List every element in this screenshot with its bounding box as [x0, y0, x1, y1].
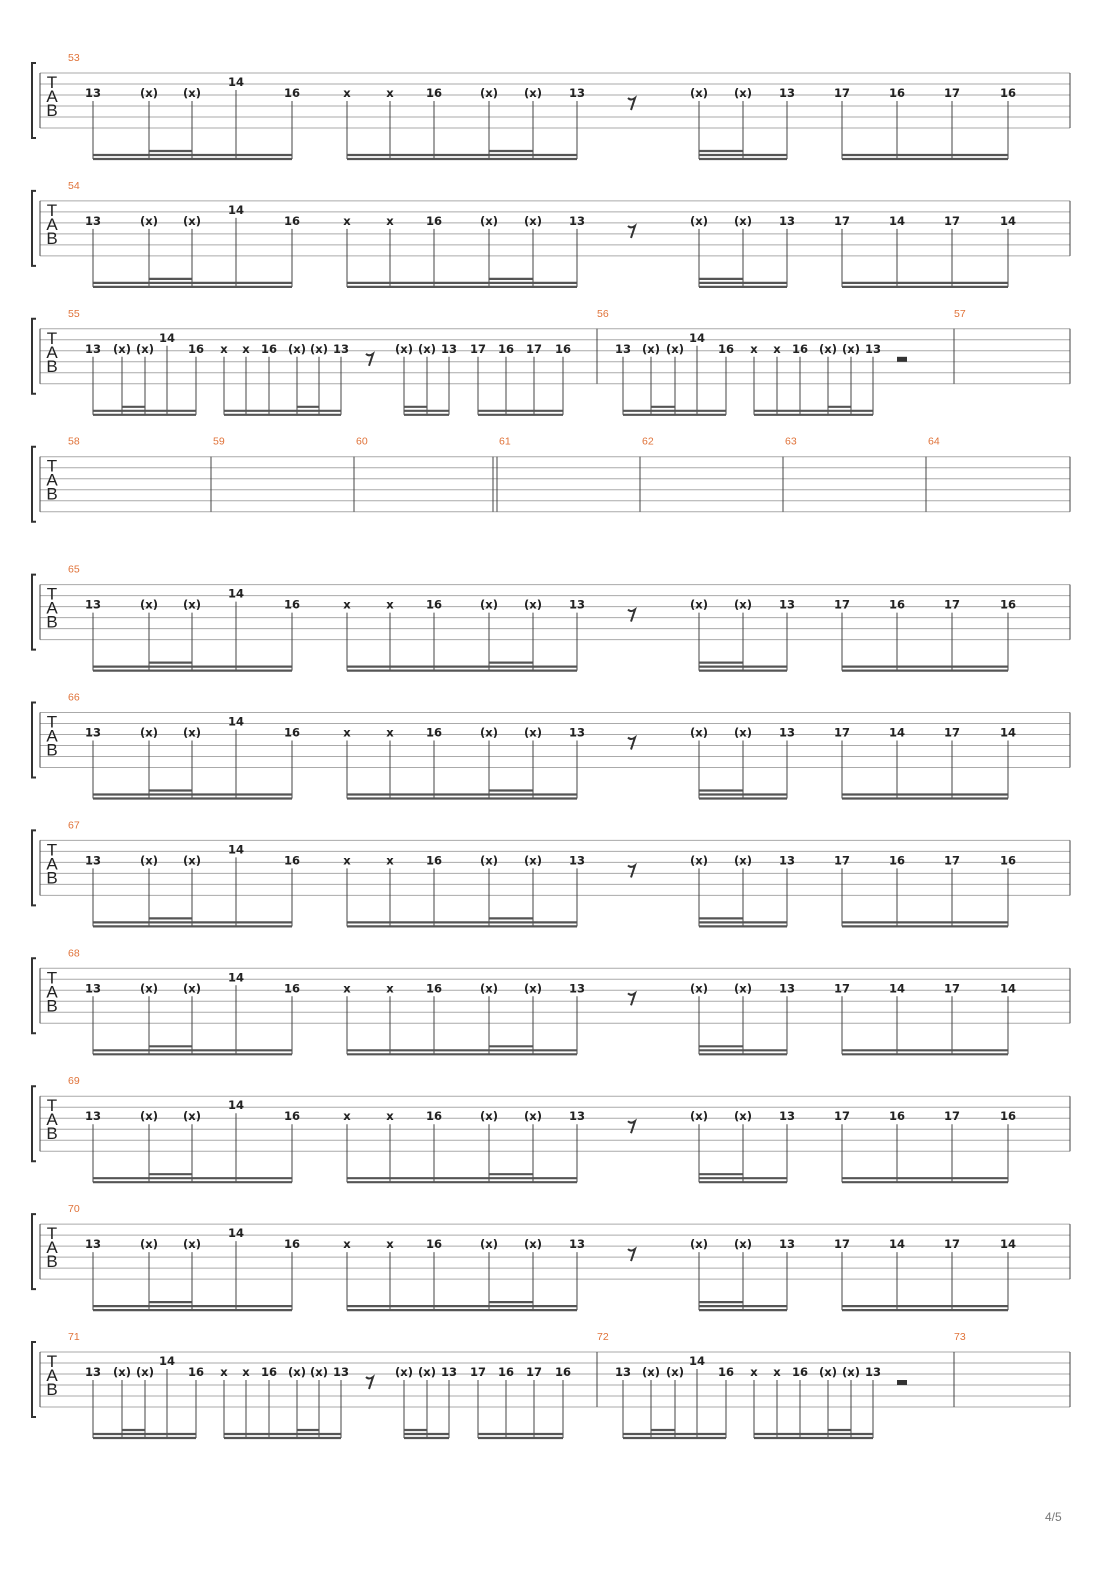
fret-number: 17 — [943, 1109, 961, 1124]
fret-number: 14 — [227, 842, 245, 857]
fret-number: 14 — [158, 1354, 176, 1368]
fret-number: 17 — [943, 853, 961, 868]
tab-clef-letter: A — [46, 1238, 58, 1258]
fret-number: (x) — [524, 981, 542, 996]
fret-number: 14 — [888, 725, 906, 740]
fret-number: 16 — [425, 213, 443, 228]
fret-number: (x) — [183, 853, 201, 868]
fret-number: 16 — [283, 213, 301, 228]
fret-number: 16 — [888, 597, 906, 612]
system-bracket — [32, 1086, 36, 1161]
fret-number: 16 — [554, 341, 572, 356]
system-bracket — [32, 703, 36, 778]
tab-clef-letter: T — [46, 584, 58, 604]
eighth-rest — [366, 354, 373, 366]
fret-number: (x) — [395, 1365, 413, 1379]
fret-number: (x) — [480, 86, 498, 100]
bar-number: 55 — [68, 307, 80, 320]
fret-number: (x) — [842, 1365, 860, 1379]
fret-number: 13 — [332, 341, 350, 356]
tab-clef-letter: B — [46, 228, 58, 248]
fret-number: 14 — [888, 1237, 906, 1252]
fret-number: 16 — [283, 1237, 301, 1252]
fret-number: (x) — [140, 86, 158, 100]
fret-number: x — [386, 213, 394, 228]
tab-clef-letter: B — [46, 484, 58, 504]
fret-number: 16 — [187, 1365, 205, 1379]
fret-number: (x) — [183, 86, 201, 100]
fret-number: 13 — [778, 725, 796, 740]
bar-number: 54 — [68, 179, 80, 192]
fret-number: 17 — [525, 341, 543, 356]
fret-number: x — [386, 853, 394, 868]
fret-number: 14 — [227, 714, 245, 729]
tab-clef-letter: T — [46, 840, 58, 860]
fret-number: (x) — [642, 341, 660, 356]
system-bracket — [32, 447, 36, 522]
bar-number: 72 — [597, 1331, 609, 1343]
fret-number: 17 — [943, 213, 961, 228]
fret-number: 13 — [778, 853, 796, 868]
fret-number: x — [386, 86, 394, 100]
tab-clef-letter: B — [46, 1124, 58, 1144]
fret-number: x — [343, 86, 351, 100]
bar-number: 71 — [68, 1331, 80, 1343]
eighth-rest — [628, 98, 635, 110]
fret-number: 13 — [84, 597, 102, 612]
fret-number: 16 — [497, 1365, 515, 1379]
eighth-rest — [628, 993, 635, 1005]
fret-number: (x) — [734, 1109, 752, 1124]
fret-number: 16 — [888, 853, 906, 868]
bar-number: 63 — [785, 435, 797, 448]
fret-number: 16 — [283, 1109, 301, 1124]
fret-number: 13 — [440, 1365, 458, 1379]
tab-system — [32, 947, 1070, 1054]
fret-number: x — [773, 1365, 781, 1379]
fret-number: (x) — [288, 341, 306, 356]
fret-number: (x) — [395, 341, 413, 356]
fret-number: x — [386, 1109, 394, 1124]
fret-number: 16 — [283, 725, 301, 740]
fret-number: 13 — [84, 1109, 102, 1124]
fret-number: 13 — [332, 1365, 350, 1379]
fret-number: 14 — [999, 725, 1017, 740]
bar-number: 56 — [597, 307, 609, 320]
fret-number: 17 — [833, 853, 851, 868]
fret-number: (x) — [140, 725, 158, 740]
fret-number: 16 — [283, 981, 301, 996]
tab-clef-letter: T — [46, 328, 58, 348]
tab-clef-letter: B — [46, 612, 58, 632]
fret-number: x — [773, 341, 781, 356]
fret-number: 13 — [84, 1365, 102, 1379]
fret-number: 13 — [614, 1365, 632, 1379]
system-bracket — [32, 575, 36, 650]
fret-number: 14 — [227, 202, 245, 217]
bar-number: 57 — [954, 307, 966, 320]
fret-number: 17 — [833, 597, 851, 612]
fret-number: 13 — [440, 341, 458, 356]
tab-clef-letter: T — [46, 1352, 58, 1371]
bar-number: 61 — [499, 435, 511, 448]
fret-number: 16 — [283, 853, 301, 868]
fret-number: x — [242, 1365, 250, 1379]
fret-number: (x) — [183, 1109, 201, 1124]
fret-number: (x) — [480, 1109, 498, 1124]
fret-number: x — [343, 1109, 351, 1124]
eighth-rest — [366, 1377, 373, 1389]
fret-number: x — [386, 981, 394, 996]
fret-number: (x) — [310, 1365, 328, 1379]
fret-number: (x) — [183, 981, 201, 996]
bar-number: 67 — [68, 819, 80, 832]
fret-number: x — [343, 597, 351, 612]
fret-number: 16 — [999, 853, 1017, 868]
fret-number: x — [343, 853, 351, 868]
tab-clef-letter: A — [46, 598, 58, 618]
fret-number: 14 — [158, 330, 176, 345]
fret-number: x — [750, 1365, 758, 1379]
fret-number: 14 — [999, 213, 1017, 228]
fret-number: 17 — [469, 1365, 487, 1379]
fret-number: (x) — [690, 86, 708, 100]
fret-number: (x) — [140, 853, 158, 868]
fret-number: 16 — [791, 1365, 809, 1379]
fret-number: x — [220, 341, 228, 356]
tab-clef-letter: T — [46, 200, 58, 220]
tab-system — [32, 819, 1070, 926]
fret-number: (x) — [819, 1365, 837, 1379]
fret-number: 16 — [717, 341, 735, 356]
fret-number: x — [220, 1365, 228, 1379]
fret-number: (x) — [734, 981, 752, 996]
fret-number: 14 — [688, 1354, 706, 1368]
fret-number: (x) — [480, 213, 498, 228]
fret-number: (x) — [666, 341, 684, 356]
fret-number: (x) — [734, 597, 752, 612]
fret-number: (x) — [690, 853, 708, 868]
fret-number: 14 — [999, 981, 1017, 996]
fret-number: 17 — [943, 597, 961, 612]
fret-number: (x) — [524, 853, 542, 868]
tab-system — [32, 692, 1070, 799]
fret-number: 16 — [425, 981, 443, 996]
fret-number: (x) — [140, 1237, 158, 1252]
eighth-rest — [628, 226, 635, 238]
fret-number: (x) — [183, 725, 201, 740]
fret-number: 17 — [833, 1109, 851, 1124]
fret-number: 14 — [688, 330, 706, 345]
tab-clef-letter: T — [46, 712, 58, 732]
tab-clef-letter: A — [46, 1110, 58, 1130]
fret-number: x — [242, 341, 250, 356]
tab-system — [32, 1203, 1070, 1310]
fret-number: 14 — [227, 75, 245, 89]
tab-clef-letter: B — [46, 356, 58, 376]
fret-number: 13 — [778, 981, 796, 996]
fret-number: 13 — [778, 213, 796, 228]
fret-number: 16 — [425, 597, 443, 612]
fret-number: (x) — [183, 1237, 201, 1252]
eighth-rest — [628, 1249, 635, 1261]
fret-number: 17 — [943, 86, 961, 100]
fret-number: (x) — [690, 981, 708, 996]
fret-number: 16 — [425, 86, 443, 100]
fret-number: x — [343, 213, 351, 228]
fret-number: 13 — [864, 1365, 882, 1379]
system-bracket — [32, 63, 36, 138]
bar-number: 73 — [954, 1331, 966, 1343]
fret-number: (x) — [140, 213, 158, 228]
fret-number: (x) — [524, 86, 542, 100]
bar-number: 59 — [213, 435, 225, 448]
fret-number: 17 — [833, 1237, 851, 1252]
fret-number: (x) — [480, 597, 498, 612]
tab-system — [32, 1075, 1070, 1182]
fret-number: (x) — [734, 213, 752, 228]
tab-clef-letter: B — [46, 996, 58, 1016]
eighth-rest — [628, 1121, 635, 1133]
tab-clef-letter: B — [46, 740, 58, 760]
fret-number: (x) — [666, 1365, 684, 1379]
fret-number: (x) — [418, 341, 436, 356]
fret-number: (x) — [734, 86, 752, 100]
bar-number: 66 — [68, 691, 80, 704]
bar-number: 70 — [68, 1203, 80, 1216]
tab-system — [32, 180, 1070, 287]
fret-number: (x) — [690, 1237, 708, 1252]
fret-number: (x) — [690, 725, 708, 740]
fret-number: (x) — [183, 213, 201, 228]
system-bracket — [32, 1214, 36, 1289]
tab-clef-letter: A — [46, 470, 58, 490]
tab-clef-letter: B — [46, 868, 58, 888]
fret-number: x — [386, 725, 394, 740]
fret-number: (x) — [310, 341, 328, 356]
fret-number: 13 — [778, 1237, 796, 1252]
fret-number: 14 — [888, 981, 906, 996]
fret-number: 13 — [864, 341, 882, 356]
tab-clef-letter: B — [46, 1252, 58, 1272]
fret-number: 13 — [568, 597, 586, 612]
fret-number: 13 — [84, 213, 102, 228]
fret-number: (x) — [418, 1365, 436, 1379]
fret-number: 16 — [187, 341, 205, 356]
fret-number: 16 — [999, 597, 1017, 612]
fret-number: (x) — [819, 341, 837, 356]
tab-system — [32, 1331, 1070, 1438]
eighth-rest — [628, 610, 635, 622]
tab-clef-letter: A — [46, 854, 58, 874]
fret-number: 13 — [568, 981, 586, 996]
fret-number: (x) — [140, 981, 158, 996]
fret-number: 13 — [778, 1109, 796, 1124]
fret-number: 14 — [227, 1226, 245, 1241]
whole-rest — [897, 357, 907, 362]
fret-number: (x) — [480, 1237, 498, 1252]
bar-number: 64 — [928, 435, 940, 448]
fret-number: (x) — [842, 341, 860, 356]
bar-number: 65 — [68, 563, 80, 576]
system-bracket — [32, 191, 36, 266]
eighth-rest — [628, 738, 635, 750]
fret-number: 17 — [833, 981, 851, 996]
system-bracket — [32, 958, 36, 1033]
fret-number: 13 — [568, 1237, 586, 1252]
whole-rest — [897, 1380, 907, 1385]
tab-clef-letter: A — [46, 726, 58, 746]
fret-number: 14 — [227, 1098, 245, 1113]
fret-number: 17 — [943, 1237, 961, 1252]
fret-number: (x) — [524, 1109, 542, 1124]
fret-number: x — [343, 725, 351, 740]
fret-number: (x) — [140, 1109, 158, 1124]
fret-number: 16 — [283, 597, 301, 612]
fret-number: 16 — [260, 341, 278, 356]
fret-number: 14 — [999, 1237, 1017, 1252]
fret-number: (x) — [480, 981, 498, 996]
fret-number: 17 — [833, 86, 851, 100]
fret-number: (x) — [524, 725, 542, 740]
fret-number: x — [386, 597, 394, 612]
fret-number: 16 — [554, 1365, 572, 1379]
fret-number: 16 — [260, 1365, 278, 1379]
fret-number: 13 — [778, 597, 796, 612]
fret-number: x — [750, 341, 758, 356]
tab-system — [32, 436, 1070, 522]
fret-number: 16 — [425, 853, 443, 868]
fret-number: 14 — [227, 586, 245, 601]
fret-number: 13 — [568, 853, 586, 868]
fret-number: 13 — [84, 341, 102, 356]
fret-number: 14 — [888, 213, 906, 228]
fret-number: 13 — [84, 1237, 102, 1252]
tab-clef-letter: A — [46, 214, 58, 234]
tab-system — [32, 564, 1070, 671]
fret-number: 17 — [943, 981, 961, 996]
fret-number: 16 — [999, 1109, 1017, 1124]
tab-clef-letter: A — [46, 87, 58, 106]
tab-clef-letter: T — [46, 456, 58, 476]
tab-clef-letter: A — [46, 982, 58, 1002]
bar-number: 69 — [68, 1075, 80, 1088]
tab-clef-letter: T — [46, 1224, 58, 1244]
tab-clef-letter: A — [46, 1366, 58, 1385]
fret-number: (x) — [480, 853, 498, 868]
bar-number: 53 — [68, 52, 80, 64]
fret-number: 17 — [525, 1365, 543, 1379]
fret-number: (x) — [140, 597, 158, 612]
fret-number: (x) — [734, 1237, 752, 1252]
fret-number: (x) — [480, 725, 498, 740]
fret-number: 13 — [778, 86, 796, 100]
system-bracket — [32, 830, 36, 905]
fret-number: 13 — [84, 86, 102, 100]
fret-number: (x) — [690, 213, 708, 228]
fret-number: 17 — [833, 725, 851, 740]
fret-number: 13 — [84, 725, 102, 740]
fret-number: (x) — [183, 597, 201, 612]
fret-number: 14 — [227, 970, 245, 985]
eighth-rest — [628, 865, 635, 877]
fret-number: 13 — [568, 213, 586, 228]
tab-clef-letter: T — [46, 968, 58, 988]
fret-number: 13 — [568, 86, 586, 100]
fret-number: (x) — [734, 853, 752, 868]
fret-number: (x) — [734, 725, 752, 740]
tab-clef-letter: T — [46, 1096, 58, 1116]
tab-clef-letter: B — [46, 101, 58, 120]
fret-number: (x) — [690, 597, 708, 612]
tab-system — [32, 308, 1070, 415]
fret-number: 13 — [568, 1109, 586, 1124]
fret-number: (x) — [113, 341, 131, 356]
fret-number: (x) — [524, 597, 542, 612]
fret-number: 16 — [497, 341, 515, 356]
tab-clef-letter: A — [46, 342, 58, 362]
fret-number: 16 — [425, 725, 443, 740]
fret-number: 16 — [888, 86, 906, 100]
bar-number: 58 — [68, 435, 80, 448]
bar-number: 60 — [356, 435, 368, 448]
fret-number: 16 — [888, 1109, 906, 1124]
tab-clef-letter: B — [46, 1380, 58, 1399]
fret-number: 17 — [943, 725, 961, 740]
fret-number: (x) — [136, 1365, 154, 1379]
fret-number: 13 — [568, 725, 586, 740]
fret-number: 16 — [999, 86, 1017, 100]
fret-number: 13 — [614, 341, 632, 356]
fret-number: 16 — [791, 341, 809, 356]
fret-number: x — [343, 1237, 351, 1252]
fret-number: (x) — [288, 1365, 306, 1379]
tab-clef-letter: T — [46, 73, 58, 92]
fret-number: 17 — [833, 213, 851, 228]
fret-number: 17 — [469, 341, 487, 356]
system-bracket — [32, 1342, 36, 1417]
bar-number: 62 — [642, 435, 654, 448]
fret-number: 13 — [84, 853, 102, 868]
system-bracket — [32, 319, 36, 394]
fret-number: x — [343, 981, 351, 996]
fret-number: (x) — [136, 341, 154, 356]
fret-number: 16 — [425, 1109, 443, 1124]
fret-number: (x) — [642, 1365, 660, 1379]
fret-number: 13 — [84, 981, 102, 996]
fret-number: (x) — [690, 1109, 708, 1124]
fret-number: (x) — [524, 1237, 542, 1252]
fret-number: (x) — [113, 1365, 131, 1379]
page-number: 4/5 — [1045, 1510, 1062, 1524]
fret-number: x — [386, 1237, 394, 1252]
fret-number: (x) — [524, 213, 542, 228]
bar-number: 68 — [68, 947, 80, 960]
fret-number: 16 — [283, 86, 301, 100]
fret-number: 16 — [717, 1365, 735, 1379]
tab-system — [32, 52, 1070, 159]
fret-number: 16 — [425, 1237, 443, 1252]
